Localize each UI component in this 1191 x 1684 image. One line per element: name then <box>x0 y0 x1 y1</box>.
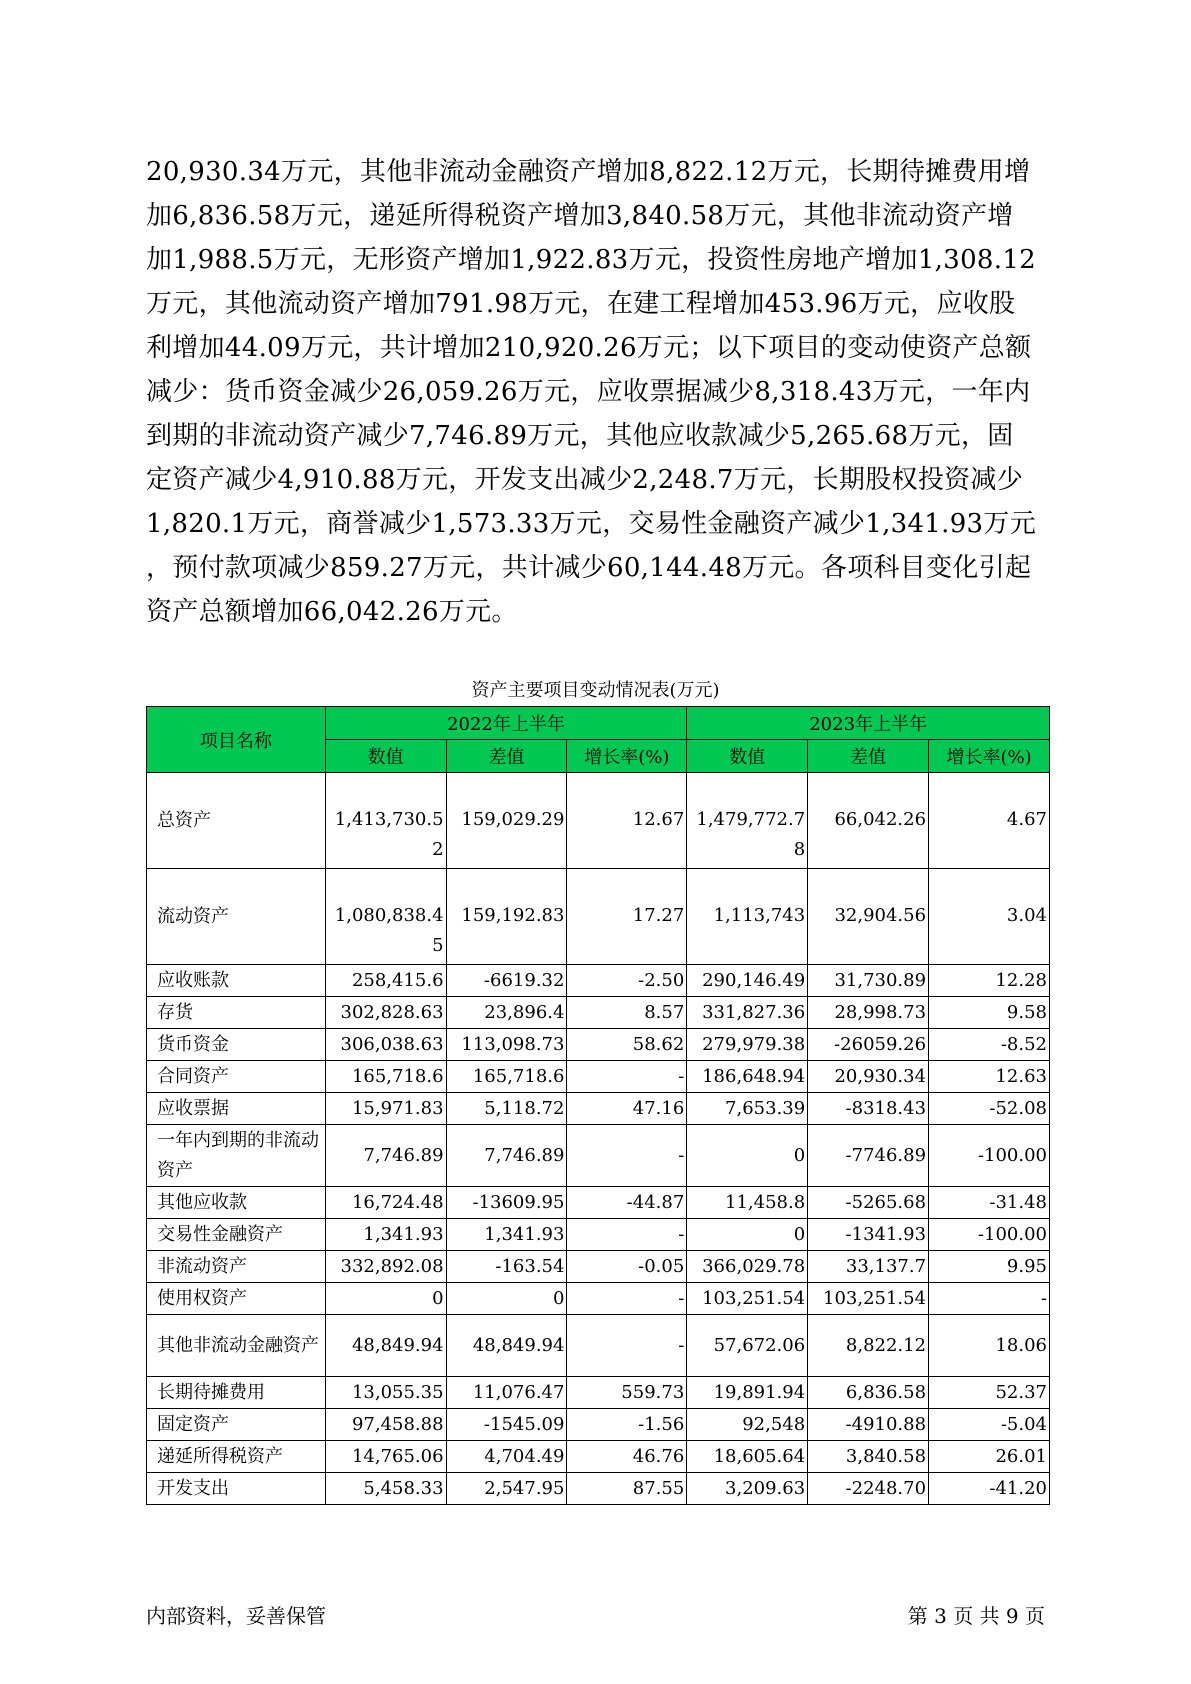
header-diff-2022: 差值 <box>446 740 567 773</box>
cell-rate-2023: - <box>929 1283 1050 1315</box>
cell-value-2023: 366,029.78 <box>687 1251 808 1283</box>
cell-value-2023: 103,251.54 <box>687 1283 808 1315</box>
cell-value-2022: 1,080,838.45 <box>325 869 446 965</box>
cell-value-2023: 57,672.06 <box>687 1315 808 1377</box>
cell-diff-2022: 1,341.93 <box>446 1219 567 1251</box>
cell-value-2022: 0 <box>325 1283 446 1315</box>
paragraph-line: 资产总额增加66,042.26万元。 <box>146 597 518 627</box>
cell-item-name: 其他非流动金融资产 <box>147 1315 326 1377</box>
cell-diff-2022: 113,098.73 <box>446 1029 567 1061</box>
cell-diff-2023: -8318.43 <box>808 1093 929 1125</box>
cell-rate-2023: 52.37 <box>929 1377 1050 1409</box>
paragraph-line: 到期的非流动资产减少7,746.89万元，其他应收款减少5,265.68万元，固 <box>146 421 1014 451</box>
cell-value-2023: 7,653.39 <box>687 1093 808 1125</box>
paragraph-line: 减少：货币资金减少26,059.26万元，应收票据减少8,318.43万元，一年内 <box>146 377 1031 407</box>
cell-diff-2023: 28,998.73 <box>808 997 929 1029</box>
header-year-2022: 2022年上半年 <box>325 707 687 740</box>
cell-value-2023: 92,548 <box>687 1409 808 1441</box>
cell-value-2023: 3,209.63 <box>687 1473 808 1505</box>
cell-rate-2023: 3.04 <box>929 869 1050 965</box>
cell-item-name: 交易性金融资产 <box>147 1219 326 1251</box>
table-row <box>147 1377 1050 1409</box>
cell-rate-2023: 12.28 <box>929 965 1050 997</box>
cell-value-2022: 15,971.83 <box>325 1093 446 1125</box>
table-row <box>147 1187 1050 1219</box>
cell-rate-2023: -8.52 <box>929 1029 1050 1061</box>
cell-value-2022: 7,746.89 <box>325 1125 446 1187</box>
cell-diff-2023: 3,840.58 <box>808 1441 929 1473</box>
paragraph-line: 利增加44.09万元，共计增加210,920.26万元；以下项目的变动使资产总额 <box>146 333 1032 363</box>
cell-diff-2022: 4,704.49 <box>446 1441 567 1473</box>
table-row <box>147 1093 1050 1125</box>
cell-rate-2023: 9.58 <box>929 997 1050 1029</box>
cell-value-2023: 18,605.64 <box>687 1441 808 1473</box>
cell-value-2023: 0 <box>687 1125 808 1187</box>
table-row <box>147 1473 1050 1505</box>
paragraph-line: ，预付款项减少859.27万元，共计减少60,144.48万元。各项科目变化引起 <box>146 553 1032 583</box>
cell-value-2023: 290,146.49 <box>687 965 808 997</box>
asset-changes-table <box>146 706 1050 1505</box>
cell-item-name: 合同资产 <box>147 1061 326 1093</box>
cell-rate-2022: 559.73 <box>567 1377 687 1409</box>
cell-rate-2023: -41.20 <box>929 1473 1050 1505</box>
cell-item-name: 长期待摊费用 <box>147 1377 326 1409</box>
cell-diff-2022: 5,118.72 <box>446 1093 567 1125</box>
cell-value-2022: 16,724.48 <box>325 1187 446 1219</box>
cell-rate-2023: -100.00 <box>929 1125 1050 1187</box>
cell-item-name: 存货 <box>147 997 326 1029</box>
cell-item-name: 使用权资产 <box>147 1283 326 1315</box>
header-value-2022: 数值 <box>325 740 446 773</box>
cell-value-2022: 1,341.93 <box>325 1219 446 1251</box>
cell-rate-2022: 8.57 <box>567 997 687 1029</box>
cell-rate-2023: -52.08 <box>929 1093 1050 1125</box>
cell-value-2022: 306,038.63 <box>325 1029 446 1061</box>
cell-diff-2023: -5265.68 <box>808 1187 929 1219</box>
cell-diff-2022: 2,547.95 <box>446 1473 567 1505</box>
cell-diff-2022: 0 <box>446 1283 567 1315</box>
cell-diff-2023: -2248.70 <box>808 1473 929 1505</box>
cell-rate-2022: - <box>567 1219 687 1251</box>
cell-item-name: 递延所得税资产 <box>147 1441 326 1473</box>
cell-diff-2022: 159,192.83 <box>446 869 567 965</box>
body-paragraph <box>146 150 1046 634</box>
cell-diff-2023: 32,904.56 <box>808 869 929 965</box>
table-row <box>147 1061 1050 1093</box>
table-row <box>147 1251 1050 1283</box>
cell-value-2022: 97,458.88 <box>325 1409 446 1441</box>
cell-diff-2023: -4910.88 <box>808 1409 929 1441</box>
cell-value-2023: 186,648.94 <box>687 1061 808 1093</box>
cell-item-name: 一年内到期的非流动资产 <box>147 1125 326 1187</box>
cell-rate-2022: - <box>567 1125 687 1187</box>
cell-diff-2023: 66,042.26 <box>808 773 929 869</box>
header-diff-2023: 差值 <box>808 740 929 773</box>
cell-rate-2023: 4.67 <box>929 773 1050 869</box>
cell-diff-2022: -163.54 <box>446 1251 567 1283</box>
paragraph-line: 加6,836.58万元，递延所得税资产增加3,840.58万元，其他非流动资产增 <box>146 201 1014 231</box>
cell-item-name: 其他应收款 <box>147 1187 326 1219</box>
cell-value-2023: 279,979.38 <box>687 1029 808 1061</box>
table-row <box>147 997 1050 1029</box>
cell-item-name: 货币资金 <box>147 1029 326 1061</box>
cell-diff-2022: -6619.32 <box>446 965 567 997</box>
header-value-2023: 数值 <box>687 740 808 773</box>
cell-diff-2022: 165,718.6 <box>446 1061 567 1093</box>
cell-diff-2023: 20,930.34 <box>808 1061 929 1093</box>
cell-rate-2022: -44.87 <box>567 1187 687 1219</box>
cell-diff-2023: 103,251.54 <box>808 1283 929 1315</box>
cell-rate-2023: 18.06 <box>929 1315 1050 1377</box>
cell-rate-2022: 12.67 <box>567 773 687 869</box>
cell-rate-2022: 47.16 <box>567 1093 687 1125</box>
table-row <box>147 1219 1050 1251</box>
cell-value-2023: 0 <box>687 1219 808 1251</box>
cell-diff-2023: 6,836.58 <box>808 1377 929 1409</box>
cell-rate-2023: 9.95 <box>929 1251 1050 1283</box>
cell-rate-2022: - <box>567 1283 687 1315</box>
cell-value-2023: 1,113,743 <box>687 869 808 965</box>
cell-item-name: 固定资产 <box>147 1409 326 1441</box>
cell-diff-2022: 159,029.29 <box>446 773 567 869</box>
cell-diff-2022: 11,076.47 <box>446 1377 567 1409</box>
footer-confidential-note: 内部资料，妥善保管 <box>146 1604 326 1628</box>
table-row <box>147 869 1050 965</box>
cell-value-2022: 1,413,730.52 <box>325 773 446 869</box>
cell-rate-2022: 87.55 <box>567 1473 687 1505</box>
footer-page-number: 第 3 页 共 9 页 <box>907 1604 1045 1628</box>
cell-value-2023: 1,479,772.78 <box>687 773 808 869</box>
cell-rate-2022: - <box>567 1315 687 1377</box>
header-rate-2022: 增长率(%) <box>567 740 687 773</box>
cell-diff-2023: 8,822.12 <box>808 1315 929 1377</box>
table-row <box>147 1409 1050 1441</box>
cell-rate-2022: 58.62 <box>567 1029 687 1061</box>
paragraph-line: 加1,988.5万元，无形资产增加1,922.83万元，投资性房地产增加1,308.12 <box>146 245 1037 275</box>
table-caption: 资产主要项目变动情况表(万元) <box>471 680 720 701</box>
cell-rate-2022: 46.76 <box>567 1441 687 1473</box>
cell-diff-2022: -1545.09 <box>446 1409 567 1441</box>
table-row <box>147 1315 1050 1377</box>
cell-rate-2023: -5.04 <box>929 1409 1050 1441</box>
table-row <box>147 1441 1050 1473</box>
cell-diff-2022: -13609.95 <box>446 1187 567 1219</box>
cell-diff-2022: 23,896.4 <box>446 997 567 1029</box>
cell-value-2022: 165,718.6 <box>325 1061 446 1093</box>
cell-rate-2023: 12.63 <box>929 1061 1050 1093</box>
cell-item-name: 应收票据 <box>147 1093 326 1125</box>
cell-rate-2022: 17.27 <box>567 869 687 965</box>
cell-value-2022: 13,055.35 <box>325 1377 446 1409</box>
cell-rate-2022: -1.56 <box>567 1409 687 1441</box>
cell-diff-2022: 7,746.89 <box>446 1125 567 1187</box>
header-rate-2023: 增长率(%) <box>929 740 1050 773</box>
header-item-name: 项目名称 <box>147 707 326 773</box>
cell-item-name: 流动资产 <box>147 869 326 965</box>
cell-diff-2023: -1341.93 <box>808 1219 929 1251</box>
cell-rate-2022: - <box>567 1061 687 1093</box>
cell-item-name: 应收账款 <box>147 965 326 997</box>
cell-diff-2022: 48,849.94 <box>446 1315 567 1377</box>
cell-value-2022: 258,415.6 <box>325 965 446 997</box>
table-row <box>147 1029 1050 1061</box>
cell-item-name: 开发支出 <box>147 1473 326 1505</box>
cell-value-2022: 332,892.08 <box>325 1251 446 1283</box>
paragraph-line: 定资产减少4,910.88万元，开发支出减少2,248.7万元，长期股权投资减少 <box>146 465 1024 495</box>
table-row <box>147 773 1050 869</box>
table-row <box>147 1283 1050 1315</box>
paragraph-line: 万元，其他流动资产增加791.98万元，在建工程增加453.96万元，应收股 <box>146 289 1016 319</box>
cell-diff-2023: -7746.89 <box>808 1125 929 1187</box>
header-year-2023: 2023年上半年 <box>687 707 1050 740</box>
cell-value-2022: 48,849.94 <box>325 1315 446 1377</box>
cell-rate-2022: -2.50 <box>567 965 687 997</box>
cell-item-name: 非流动资产 <box>147 1251 326 1283</box>
cell-value-2023: 19,891.94 <box>687 1377 808 1409</box>
cell-rate-2023: 26.01 <box>929 1441 1050 1473</box>
cell-value-2023: 331,827.36 <box>687 997 808 1029</box>
paragraph-line: 1,820.1万元，商誉减少1,573.33万元，交易性金融资产减少1,341.93万元 <box>146 509 1037 539</box>
cell-rate-2022: -0.05 <box>567 1251 687 1283</box>
cell-value-2023: 11,458.8 <box>687 1187 808 1219</box>
table-row <box>147 1125 1050 1187</box>
paragraph-line: 20,930.34万元，其他非流动金融资产增加8,822.12万元，长期待摊费用增 <box>146 157 1031 187</box>
cell-value-2022: 14,765.06 <box>325 1441 446 1473</box>
cell-diff-2023: 33,137.7 <box>808 1251 929 1283</box>
cell-item-name: 总资产 <box>147 773 326 869</box>
cell-diff-2023: -26059.26 <box>808 1029 929 1061</box>
cell-value-2022: 5,458.33 <box>325 1473 446 1505</box>
cell-rate-2023: -31.48 <box>929 1187 1050 1219</box>
cell-diff-2023: 31,730.89 <box>808 965 929 997</box>
table-row <box>147 965 1050 997</box>
cell-rate-2023: -100.00 <box>929 1219 1050 1251</box>
cell-value-2022: 302,828.63 <box>325 997 446 1029</box>
